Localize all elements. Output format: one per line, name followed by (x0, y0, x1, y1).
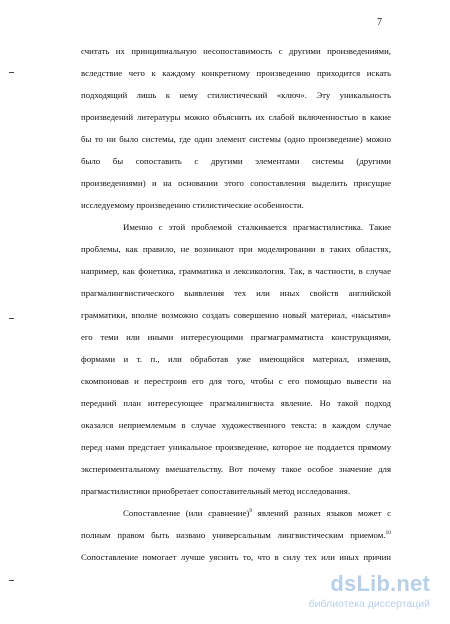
text-line (81, 502, 391, 524)
watermark-caption: библиотека диссертаций (308, 598, 430, 610)
text-line: например, как фонетика, грамматика и лексикология. Так, в частности, в случае (81, 266, 391, 276)
text-line: формами и т. п., или обработав уже имеющийся материал, изменив, (81, 354, 391, 364)
text-line: Именно с этой проблемой сталкивается прагмастилистика. Такие (123, 222, 391, 232)
text-line: перед нами предстает уникальное произведение, которое не поддается прямому (81, 442, 391, 452)
text-line: считать их принципиальную несопоставимость с другими произведениями, (81, 46, 391, 56)
text-line: оказался неприемлемым в случае художественного текста: в каждом случае (81, 420, 391, 430)
footnote-marker: 10 (385, 530, 391, 537)
text-line: исследуемому произведению стилистические особенности. (81, 200, 304, 210)
text-line: грамматики, вполне возможно создать совершенно новый материал, «насытив» (81, 310, 391, 320)
text-line (81, 524, 391, 546)
text-line: экспериментальному вмешательству. Вот почему такое особое значение для (81, 464, 391, 474)
text-line: прагмастилистики приобретает сопоставительный метод исследования. (81, 486, 351, 496)
text-line: Сопоставление помогает лучше уяснить то, что в силу тех или иных причин (81, 552, 391, 562)
margin-mark (9, 580, 14, 581)
text-line: подходящий лишь к нему стилистический «ключ». Эту уникальность (81, 90, 391, 100)
text-line: передний план интересующее прагмалингвиста явление. Но такой подход (81, 398, 391, 408)
page-number: 7 (377, 17, 382, 28)
text-line: прагмалингвистического выявления тех или иных свойств английской (81, 288, 391, 298)
watermark-logo: dsLib.net (330, 571, 430, 596)
text-line: бы то ни было системы, где один элемент системы (одно произведение) можно (81, 134, 391, 144)
footnote-marker: 9 (249, 508, 253, 515)
text-fragment: полным правом быть названо универсальным лингвистическим приемом. (81, 530, 386, 540)
text-fragment: явлений разных языков может с (252, 508, 392, 518)
text-line: проблемы, как правило, не возникают при моделировании в таких областях, (81, 244, 391, 254)
text-line: вследствие чего к каждому конкретному произведению приходится искать (81, 68, 391, 78)
watermark (275, 571, 430, 611)
margin-mark (9, 318, 14, 319)
text-line: произведений литературы можно объяснить их слабой включенностью в какие (81, 112, 391, 122)
text-line: было бы сопоставить с другими элементами системы (другими (81, 156, 391, 166)
margin-mark (9, 72, 14, 73)
text-line: скомпоновав и перестроив его для того, чтобы с его помощью вывести на (81, 376, 391, 386)
text-fragment: Сопоставление (или сравнение) (123, 508, 250, 518)
text-line: произведениями) и на основании этого сопоставления выделить присущие (81, 178, 391, 188)
text-line: его теми или иными интересующими прагмаграмматиста конструкциями, (81, 332, 391, 342)
